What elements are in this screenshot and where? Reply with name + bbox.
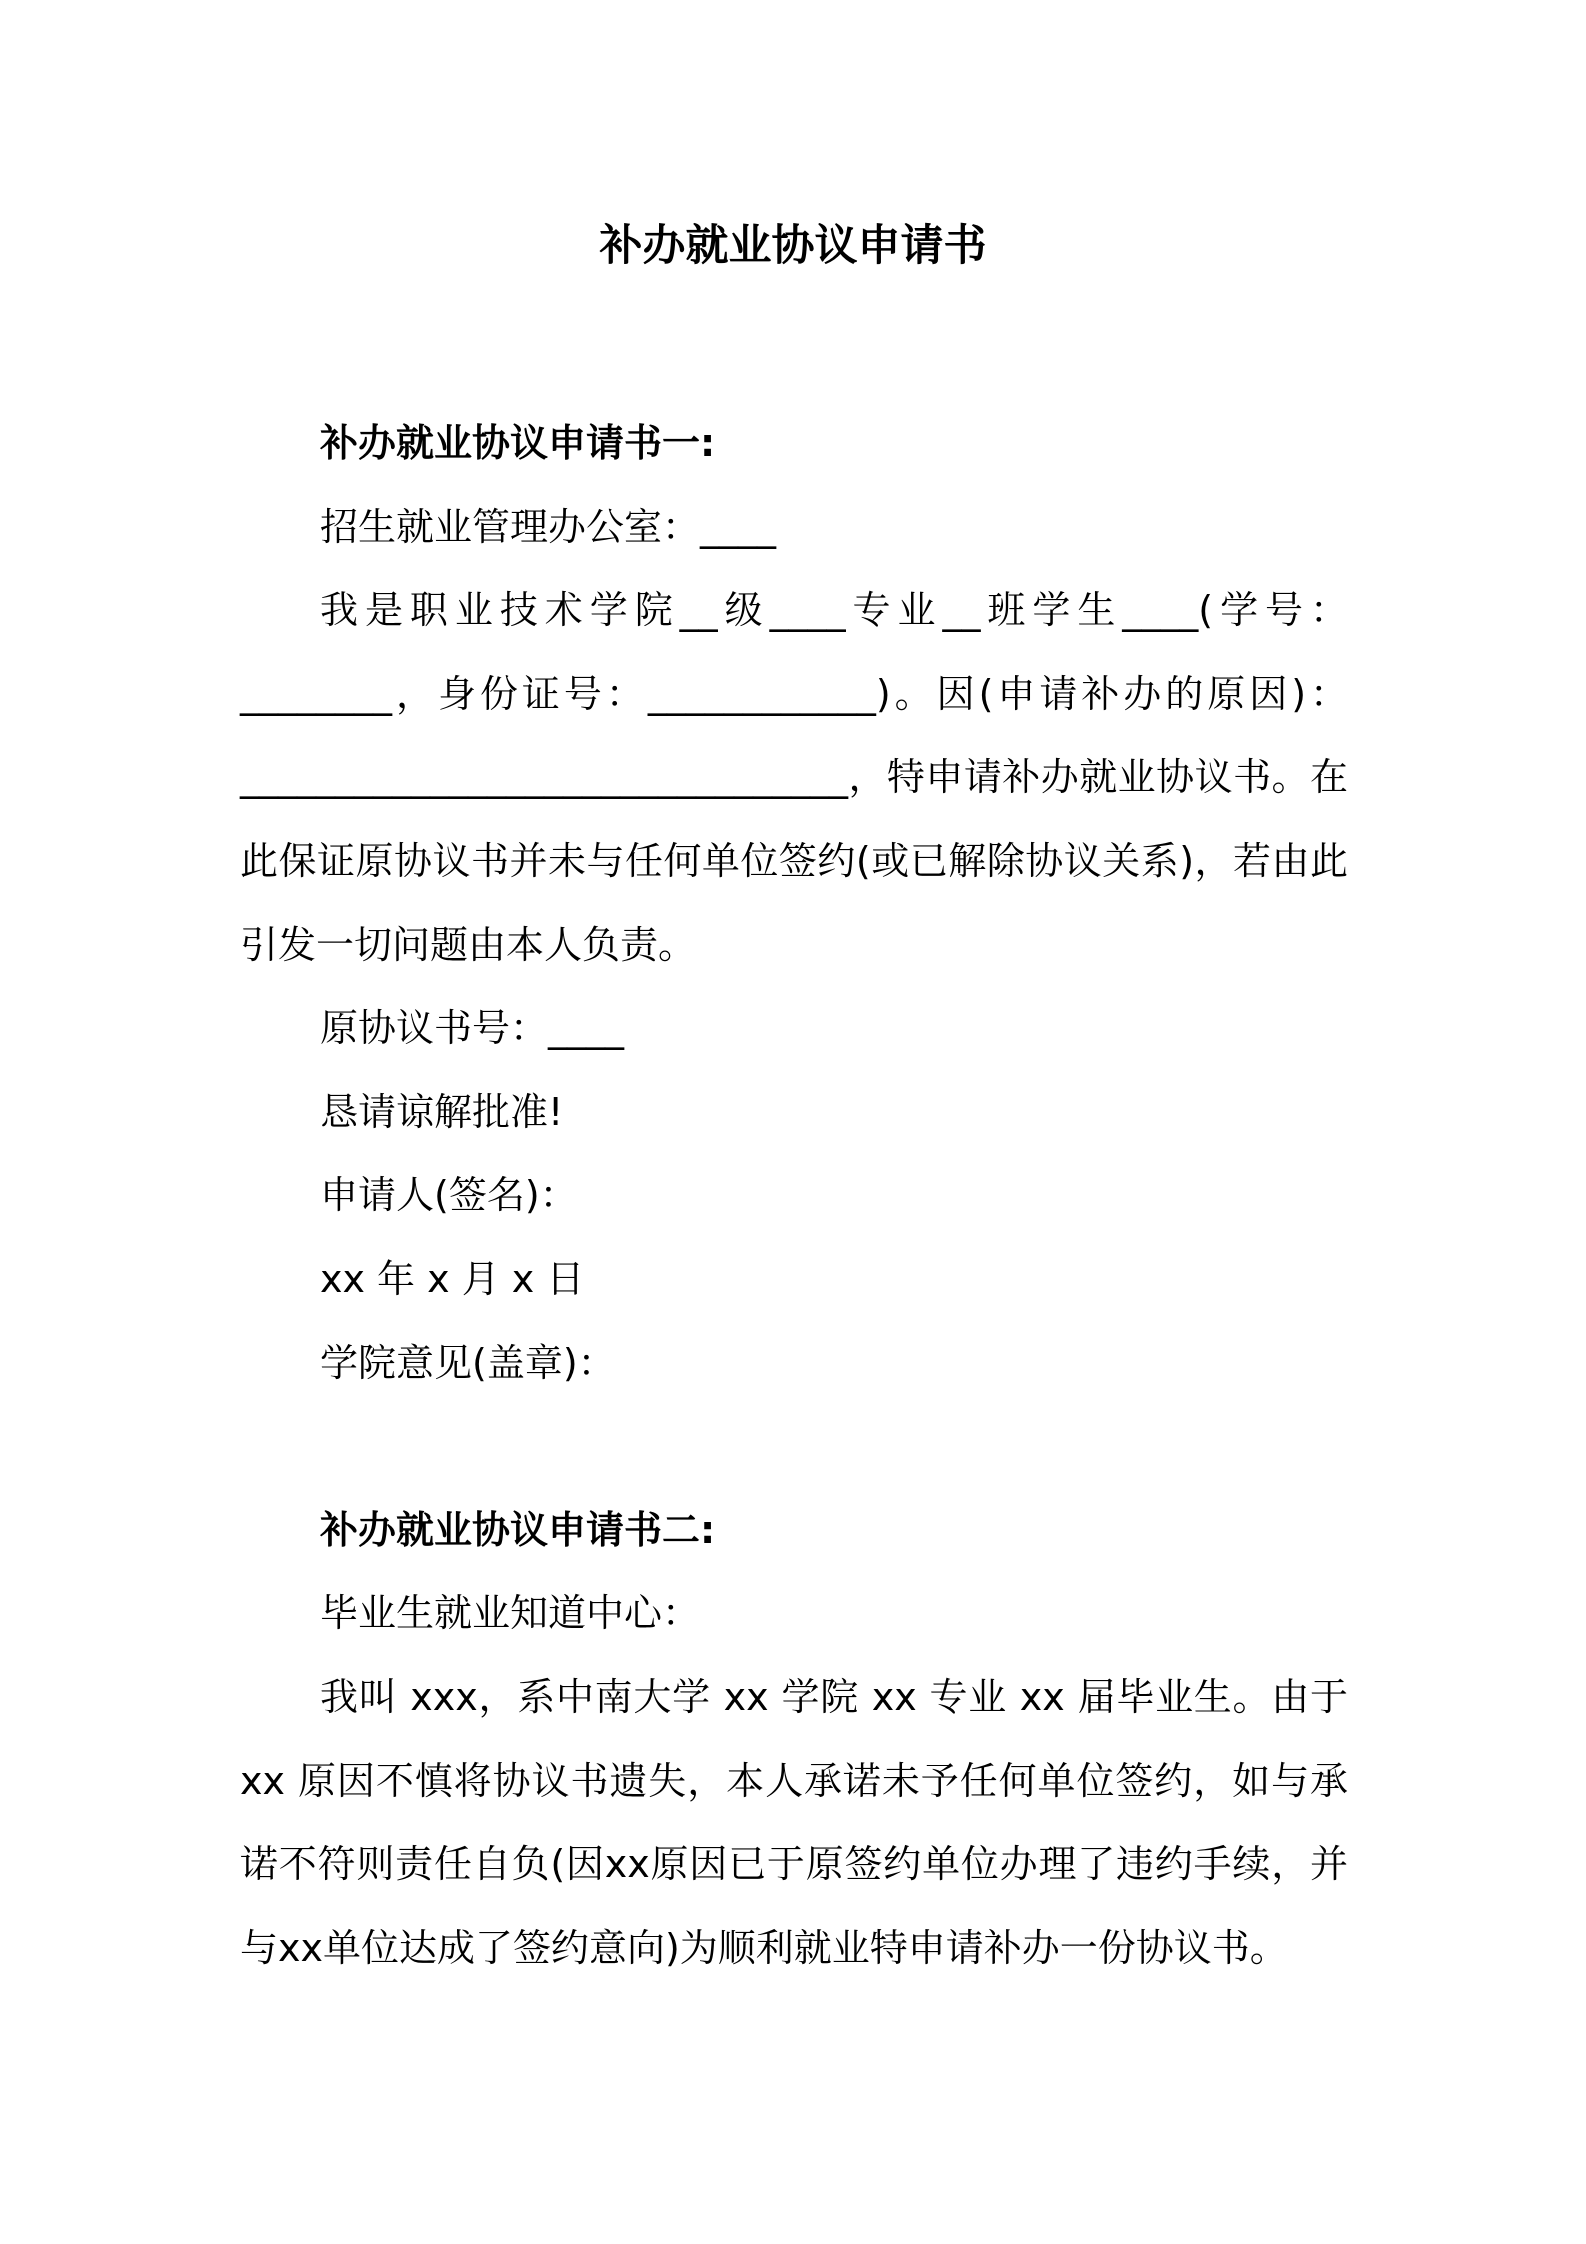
section1-date: xx 年 x 月 x 日 (320, 1256, 585, 1301)
section1-college-opinion: 学院意见(盖章)： (320, 1340, 616, 1385)
document-content (240, 402, 1348, 1990)
section1-original-no: 原协议书号：____ (320, 1006, 625, 1051)
section1-addressee: 招生就业管理办公室：____ (320, 504, 777, 549)
section-spacer (240, 1405, 1348, 1489)
section1-request: 恳请谅解批准! (320, 1089, 564, 1134)
document-title: 补办就业协议申请书 (599, 221, 987, 271)
section1-body: 我是职业技术学院__级____专业__班学生____(学号：________，身份证号：____________)。因(申请补办的原因)：________________________________，特申请补办就业协议书。在此保证原协议书并未与任何单位签约(或已解除协议关系)，若由此引发一切问题由本人负责。 (240, 588, 1348, 967)
section2-heading: 补办就业协议申请书二: (320, 1507, 716, 1552)
section1-heading: 补办就业协议申请书一: (320, 421, 716, 465)
section2-body: 我叫 xxx，系中南大学 xx 学院 xx 专业 xx 届毕业生。由于 xx 原因不慎将协议书遗失，本人承诺未予任何单位签约，如与承诺不符则责任自负(因xx原因已于原签约单位办理了违约手续，并与xx单位达成了签约意向)为顺利就业特申请补办一份协议书。 (240, 1674, 1348, 1970)
section1-applicant: 申请人(签名)： (320, 1173, 578, 1218)
section2-addressee: 毕业生就业知道中心： (320, 1591, 701, 1636)
